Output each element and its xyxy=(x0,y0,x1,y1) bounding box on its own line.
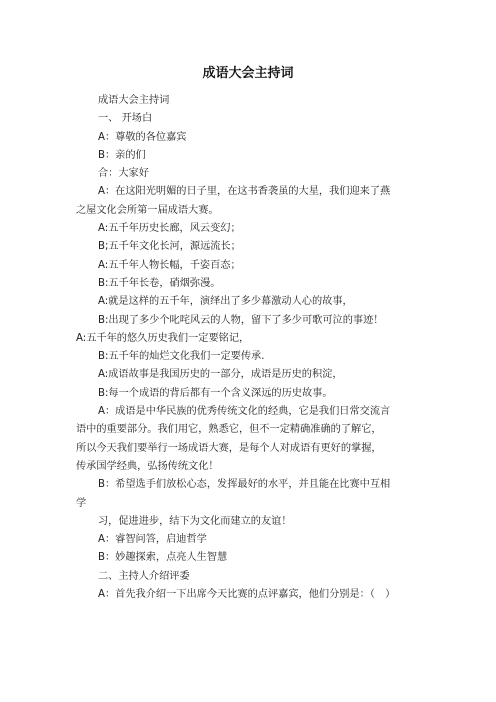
text-line: 所以今天我们要举行一场成语大赛，是每个人对成语有更好的掌握， xyxy=(76,442,382,454)
document-body xyxy=(76,92,422,604)
text-line: 语中的重要部分。我们用它，熟悉它，但不一定精确准确的了解它， xyxy=(76,424,382,436)
text-line: A:五千年历史长廊，风云变幻； xyxy=(98,223,241,235)
text-line: 一、 开场白 xyxy=(98,113,153,125)
text-line: 习，促进进步，结下为文化而建立的友谊！ xyxy=(98,515,292,527)
text-line: B:出现了多少个叱咤风云的人物，留下了多少可歌可泣的事迹！ xyxy=(98,314,384,326)
text-line: A：成语是中华民族的优秀传统文化的经典，它是我们日常交流言 xyxy=(98,406,391,418)
text-line: B:每一个成语的背后都有一个含义深远的历史故事。 xyxy=(98,387,333,399)
text-line: B:五千年长卷，硝烟弥漫。 xyxy=(98,277,221,289)
text-line: A:成语故事是我国历史的一部分，成语是历史的积淀， xyxy=(98,369,343,381)
text-line: A：首先我介绍一下出席今天比赛的点评嘉宾，他们分别是：（ ） xyxy=(98,589,396,601)
text-line: 二、主持人介绍评委 xyxy=(98,570,190,582)
text-line: B:五千年的灿烂文化我们一定要传承. xyxy=(98,351,265,363)
text-line: A:就是这样的五千年，演绎出了多少幕激动人心的故事， xyxy=(98,296,353,308)
text-line: B：妙趣探索，点亮人生智慧 xyxy=(98,552,228,564)
text-line: 成语大会主持词 xyxy=(98,95,170,106)
text-line: A：睿智问答，启迪哲学 xyxy=(98,534,207,546)
text-line: A:五千年人物长幅，千姿百态； xyxy=(98,259,241,271)
text-line: A:五千年的悠久历史我们一定要铭记， xyxy=(76,332,250,344)
text-line: 合：大家好 xyxy=(98,168,149,180)
text-line: 之屋文化会所第一届成语大赛。 xyxy=(76,204,219,216)
text-line: A：尊敬的各位嘉宾 xyxy=(98,131,187,143)
text-line: A：在这阳光明媚的日子里，在这书香袭虽的大星，我们迎来了燕 xyxy=(98,186,391,198)
text-line: 学 xyxy=(76,497,87,509)
document-title: 成语大会主持词 xyxy=(202,66,294,81)
text-line: 传承国学经典，弘扬传统文化！ xyxy=(76,460,219,472)
text-line: B;五千年文化长河，源远流长； xyxy=(98,241,241,253)
text-line: B：亲的们 xyxy=(98,149,146,161)
text-line: B：希望选手们放松心态，发挥最好的水平，并且能在比赛中互相 xyxy=(98,479,391,491)
